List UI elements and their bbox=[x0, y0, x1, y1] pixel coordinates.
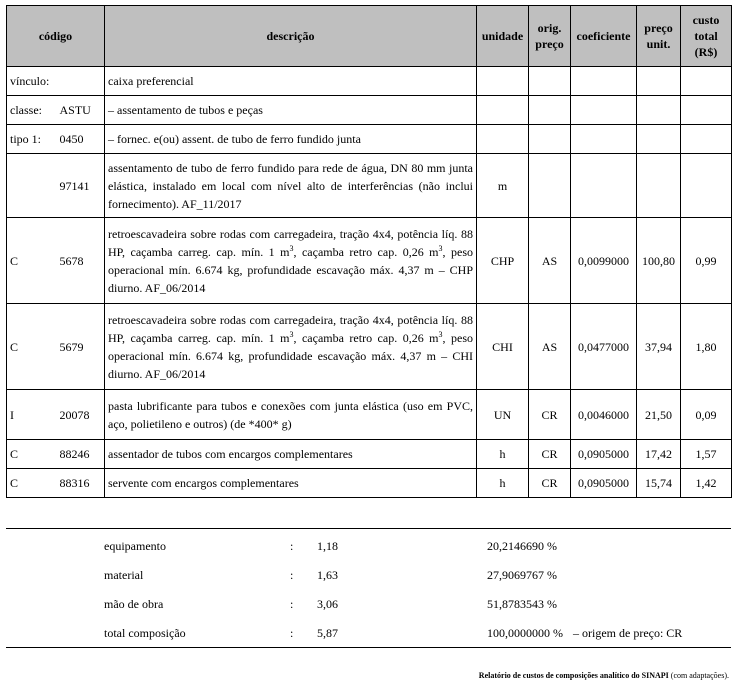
item-orig: CR bbox=[529, 469, 571, 498]
main-item-code: 97141 bbox=[57, 154, 105, 218]
tipo-label: tipo 1: bbox=[7, 125, 57, 154]
item-total: 1,80 bbox=[681, 304, 732, 390]
summary-colon: : bbox=[290, 539, 294, 553]
summary-label: mão de obra bbox=[104, 597, 164, 611]
vinculo-row bbox=[7, 67, 732, 96]
tipo-code: 0450 bbox=[57, 125, 105, 154]
classe-row bbox=[7, 96, 732, 125]
header-coeficiente: coeficiente bbox=[571, 6, 637, 67]
item-total: 1,57 bbox=[681, 440, 732, 469]
summary-percent: 100,0000000 % bbox=[487, 626, 563, 640]
item-coef: 0,0046000 bbox=[571, 390, 637, 440]
item-description: retroescavadeira sobre rodas com carregadeira, tração 4x4, potência líq. 88 HP, caçamba carreg. cap. mín. 1 $m^3$, caçamba retro cap. 0,26 $m^3$, peso operacional mín. 6.674 kg, profundidade escavação máx. 4,37 m – CHP diurno. AF_06/2014 bbox=[105, 218, 477, 304]
table-row bbox=[7, 304, 732, 390]
vinculo-value: caixa preferencial bbox=[105, 67, 477, 96]
item-total: 0,99 bbox=[681, 218, 732, 304]
item-coef: 0,0905000 bbox=[571, 469, 637, 498]
item-orig: CR bbox=[529, 390, 571, 440]
summary-colon: : bbox=[290, 597, 294, 611]
item-code: 5678 bbox=[57, 218, 105, 304]
item-description: assentador de tubos com encargos complementares bbox=[105, 440, 477, 469]
item-description: pasta lubrificante para tubos e conexões com junta elástica (uso em PVC, aço, polietileno e outros) (de *400* g) bbox=[105, 390, 477, 440]
summary-row-total bbox=[6, 623, 731, 643]
header-row bbox=[7, 6, 732, 67]
item-code: 20078 bbox=[57, 390, 105, 440]
item-type: C bbox=[7, 218, 57, 304]
main-item-row bbox=[7, 154, 732, 218]
item-price: 17,42 bbox=[637, 440, 681, 469]
header-codigo: código bbox=[7, 6, 105, 67]
summary-value: 3,06 bbox=[317, 597, 338, 611]
summary-percent: 20,2146690 % bbox=[487, 539, 557, 553]
item-price: 15,74 bbox=[637, 469, 681, 498]
summary-colon: : bbox=[290, 568, 294, 582]
summary-label: material bbox=[104, 568, 144, 582]
item-unit: CHP bbox=[477, 218, 529, 304]
header-custo-total: custo total (R$) bbox=[681, 6, 732, 67]
item-orig: CR bbox=[529, 440, 571, 469]
classe-value: – assentamento de tubos e peças bbox=[105, 96, 477, 125]
header-unidade: unidade bbox=[477, 6, 529, 67]
summary-value: 5,87 bbox=[317, 626, 338, 640]
tipo-value: – fornec. e(ou) assent. de tubo de ferro fundido junta bbox=[105, 125, 477, 154]
item-unit: h bbox=[477, 469, 529, 498]
summary-block bbox=[6, 528, 731, 648]
item-price: 100,80 bbox=[637, 218, 681, 304]
summary-row-material bbox=[6, 565, 731, 585]
classe-code: ASTU bbox=[57, 96, 105, 125]
item-total: 1,42 bbox=[681, 469, 732, 498]
summary-label: equipamento bbox=[104, 539, 166, 553]
item-type: C bbox=[7, 469, 57, 498]
main-item-description: assentamento de tubo de ferro fundido para rede de água, DN 80 mm junta elástica, instalado em local com nível alto de interferências (não inclui fornecimento). AF_11/2017 bbox=[105, 154, 477, 218]
header-descricao: descrição bbox=[105, 6, 477, 67]
item-unit: UN bbox=[477, 390, 529, 440]
summary-value: 1,18 bbox=[317, 539, 338, 553]
summary-percent: 27,9069767 % bbox=[487, 568, 557, 582]
vinculo-label: vínculo: bbox=[7, 67, 57, 96]
summary-colon: : bbox=[290, 626, 294, 640]
item-description: retroescavadeira sobre rodas com carregadeira, tração 4x4, potência líq. 88 HP, caçamba carreg. cap. mín. 1 $m^3$, caçamba retro cap. 0,26 $m^3$, peso operacional mín. 6.674 kg, profundidade escavação máx. 4,37 m – CHI diurno. AF_06/2014 bbox=[105, 304, 477, 390]
item-coef: 0,0099000 bbox=[571, 218, 637, 304]
table-row bbox=[7, 469, 732, 498]
summary-value: 1,63 bbox=[317, 568, 338, 582]
tipo-row bbox=[7, 125, 732, 154]
header-preco-unit: preço unit. bbox=[637, 6, 681, 67]
item-description: servente com encargos complementares bbox=[105, 469, 477, 498]
item-code: 88246 bbox=[57, 440, 105, 469]
summary-percent: 51,8783543 % bbox=[487, 597, 557, 611]
table-row bbox=[7, 390, 732, 440]
summary-origin: – origem de preço: CR bbox=[573, 626, 683, 640]
item-orig: AS bbox=[529, 218, 571, 304]
item-price: 21,50 bbox=[637, 390, 681, 440]
summary-row-mao-de-obra bbox=[6, 594, 731, 614]
item-coef: 0,0477000 bbox=[571, 304, 637, 390]
item-unit: CHI bbox=[477, 304, 529, 390]
header-orig-preco: orig. preço bbox=[529, 6, 571, 67]
item-orig: AS bbox=[529, 304, 571, 390]
item-total: 0,09 bbox=[681, 390, 732, 440]
item-unit: h bbox=[477, 440, 529, 469]
composition-table bbox=[6, 5, 732, 498]
summary-row-equipamento bbox=[6, 536, 731, 556]
item-code: 88316 bbox=[57, 469, 105, 498]
item-price: 37,94 bbox=[637, 304, 681, 390]
item-type: C bbox=[7, 440, 57, 469]
main-item-unit: m bbox=[477, 154, 529, 218]
source-footnote: Relatório de custos de composições analítico do SINAPI (com adaptações). bbox=[478, 671, 729, 680]
classe-label: classe: bbox=[7, 96, 57, 125]
summary-label: total composição bbox=[104, 626, 186, 640]
table-row bbox=[7, 440, 732, 469]
item-type: C bbox=[7, 304, 57, 390]
item-code: 5679 bbox=[57, 304, 105, 390]
item-coef: 0,0905000 bbox=[571, 440, 637, 469]
item-type: I bbox=[7, 390, 57, 440]
table-row bbox=[7, 218, 732, 304]
